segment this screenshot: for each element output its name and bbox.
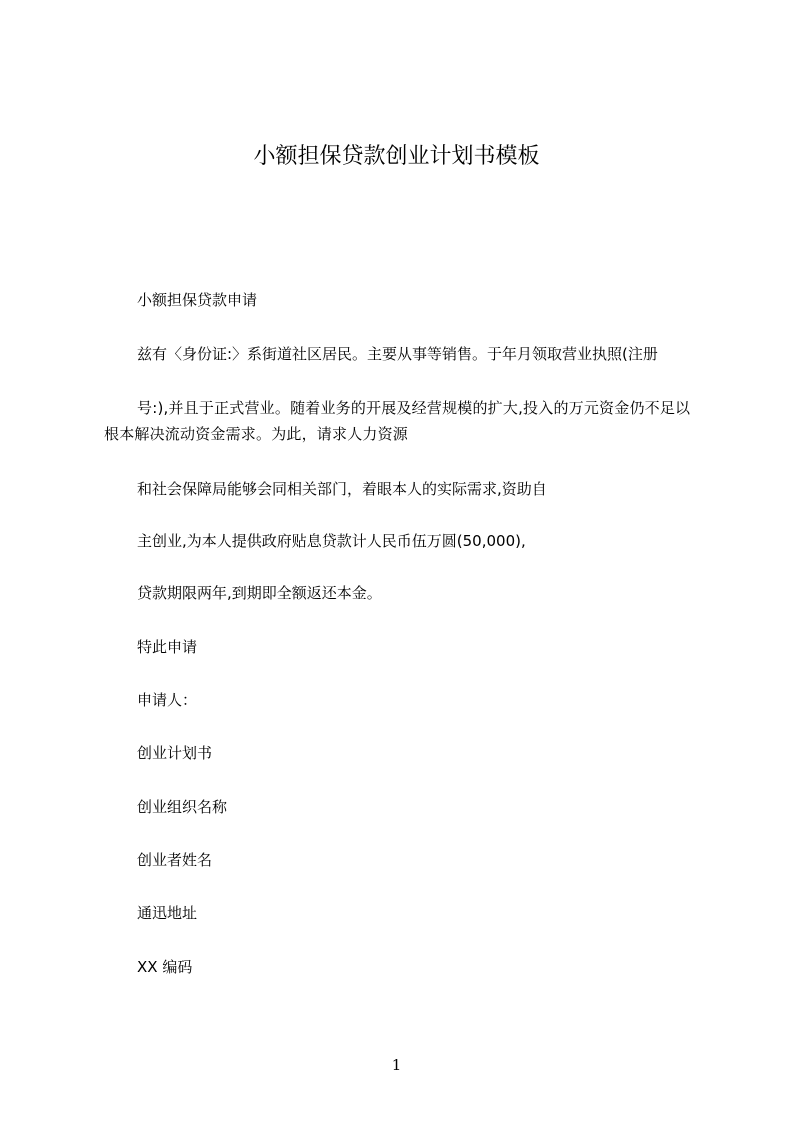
paragraph-postal-code: XX 编码 (137, 958, 193, 976)
paragraph-request-support: 和社会保障局能够会同相关部门，着眼本人的实际需求,资助自 (137, 480, 547, 498)
paragraph-hereby-apply: 特此申请 (137, 638, 198, 656)
page-number: 1 (391, 1056, 402, 1074)
document-title: 小额担保贷款创业计划书模板 (253, 144, 540, 169)
paragraph-business-plan: 创业计划书 (137, 744, 213, 762)
paragraph-mailing-address: 通迅地址 (137, 904, 198, 922)
paragraph-loan-application-heading: 小额担保贷款申请 (137, 291, 258, 309)
paragraph-applicant-label: 申请人： (137, 691, 198, 709)
paragraph-loan-term: 贷款期限两年,到期即全额返还本金。 (137, 584, 382, 602)
paragraph-loan-amount: 主创业,为本人提供政府贴息贷款计人民币伍万圆(50,000), (137, 532, 526, 550)
paragraph-organization-name: 创业组织名称 (137, 798, 228, 816)
paragraph-business-status: 号:),并且于正式营业。随着业务的开展及经营规模的扩大,投入的万元资金仍不足以根本解决流动资金需求。为此，请求人力资源 (104, 399, 691, 443)
paragraph-founder-name: 创业者姓名 (137, 851, 213, 869)
paragraph-applicant-intro: 兹有〈身份证:〉系街道社区居民。主要从事等销售。于年月领取营业执照(注册 (137, 345, 658, 363)
